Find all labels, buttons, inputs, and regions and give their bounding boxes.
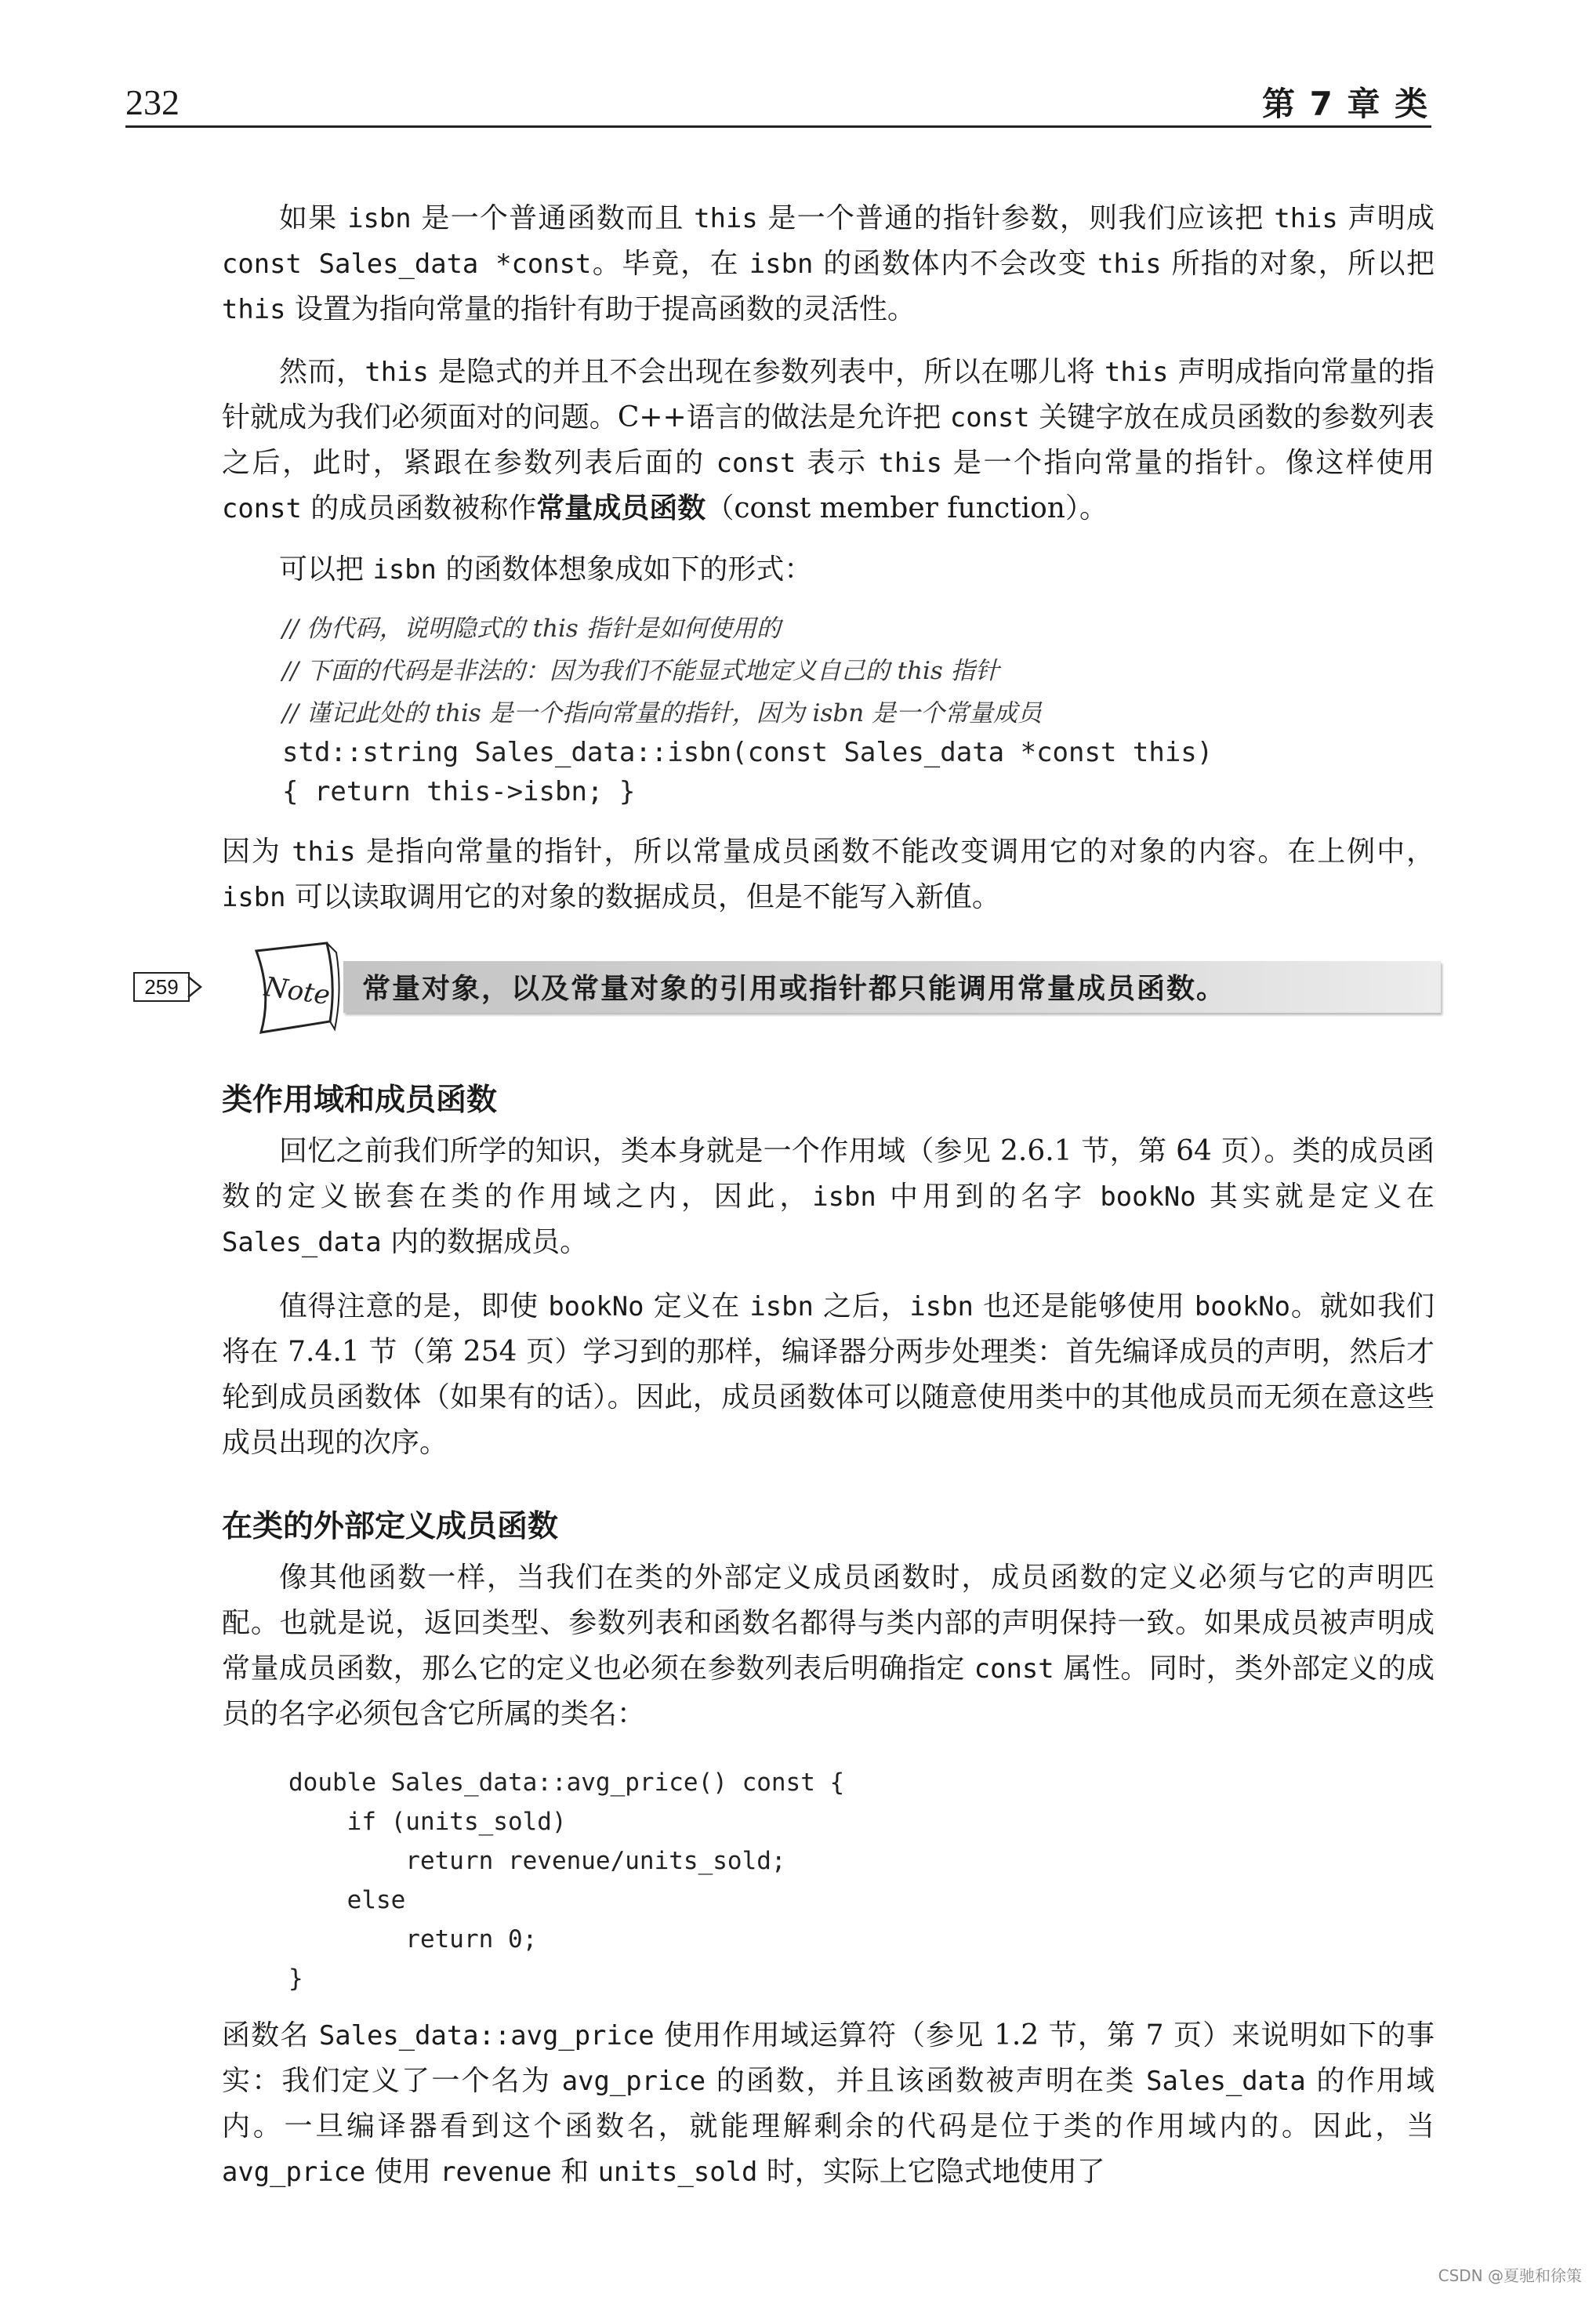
term-const-member-function: 常量成员函数 — [536, 492, 706, 524]
paragraph-5: 回忆之前我们所学的知识，类本身就是一个作用域（参见 2.6.1 节，第 64 页）。类的成员函数的定义嵌套在类的作用域之内，因此，isbn 中用到的名字 bookNo 其实就是定义在 Sales_data 内的数据成员。 — [222, 1135, 1435, 1258]
code-line: double Sales_data::avg_price() const { — [288, 1769, 845, 1797]
code-line: std::string Sales_data::isbn(const Sales_data *const this) — [282, 737, 1213, 768]
note-label: Note — [262, 970, 332, 1012]
code-line: { return this->isbn; } — [282, 776, 636, 807]
watermark: CSDN @夏驰和徐策 — [1438, 2266, 1582, 2285]
header-rule — [125, 125, 1431, 128]
code-line: return revenue/units_sold; — [288, 1847, 786, 1875]
paragraph-4: 因为 this 是指向常量的指针，所以常量成员函数不能改变调用它的对象的内容。在上例中，isbn 可以读取调用它的对象的数据成员，但是不能写入新值。 — [222, 836, 1435, 913]
chapter-title: 第 7 章 类 — [1262, 85, 1430, 123]
paragraph-8: 函数名 Sales_data::avg_price 使用作用域运算符（参见 1.2 节，第 7 页）来说明如下的事实：我们定义了一个名为 avg_price 的函数，并且该函数被声明在类 Sales_data 的作用域内。一旦编译器看到这个函数名，就能理解剩余的代码是位于类的作用域内的。因此，当 avg_price 使用 revenue 和 units_sold 时，实际上它隐式地使用了 — [222, 2019, 1435, 2188]
code-comment-3: // 谨记此处的 this 是一个指向常量的指针，因为 isbn 是一个常量成员 — [282, 699, 1043, 727]
code-line: if (units_sold) — [288, 1808, 567, 1836]
code-comment-2: // 下面的代码是非法的：因为我们不能显式地定义自己的 this 指针 — [282, 657, 999, 685]
note-text: 常量对象，以及常量对象的引用或指针都只能调用常量成员函数。 — [362, 972, 1227, 1005]
paragraph-7: 像其他函数一样，当我们在类的外部定义成员函数时，成员函数的定义必须与它的声明匹配。也就是说，返回类型、参数列表和函数名都得与类内部的声明保持一致。如果成员被声明成常量成员函数，那么它的定义也必须在参数列表后明确指定 const 属性。同时，类外部定义的成员的名字必须包含它所属的类名： — [222, 1562, 1435, 1730]
note-icon — [231, 937, 349, 1039]
paragraph-1: 如果 isbn 是一个普通函数而且 this 是一个普通的指针参数，则我们应该把 this 声明成 const Sales_data *const。毕竟，在 isbn 的函数体内不会改变 this 所指的对象，所以把 this 设置为指向常量的指针有助于提高函数的灵活性。 — [222, 202, 1435, 325]
section-heading: 在类的外部定义成员函数 — [222, 1509, 559, 1544]
code-line: else — [288, 1886, 406, 1914]
code-line: } — [288, 1964, 303, 1993]
paragraph-3: 可以把 isbn 的函数体想象成如下的形式： — [279, 553, 813, 586]
page-number: 232 — [125, 82, 180, 122]
paragraph-6: 值得注意的是，即使 bookNo 定义在 isbn 之后，isbn 也还是能够使用 bookNo。就如我们将在 7.4.1 节（第 254 页）学习到的那样，编译器分两步处理类：首先编译成员的声明，然后才轮到成员函数体（如果有的话）。因此，成员函数体可以随意使用类中的其他成员而无须在意这些成员出现的次序。 — [222, 1290, 1435, 1459]
page-reference: 259 — [133, 972, 190, 1002]
section-heading: 类作用域和成员函数 — [222, 1083, 498, 1118]
code-line: return 0; — [288, 1925, 538, 1954]
page-ref-arrow-icon — [187, 975, 204, 999]
paragraph-2: 然而，this 是隐式的并且不会出现在参数列表中，所以在哪儿将 this 声明成指向常量的指针就成为我们必须面对的问题。C++语言的做法是允许把 const 关键字放在成员函数的参数列表之后，此时，紧跟在参数列表后面的 const 表示 this 是一个指向常量的指针。像这样使用 const 的成员函数被称作常量成员函数（const member function）。 — [222, 356, 1435, 524]
code-comment-1: // 伪代码，说明隐式的 this 指针是如何使用的 — [282, 615, 781, 643]
